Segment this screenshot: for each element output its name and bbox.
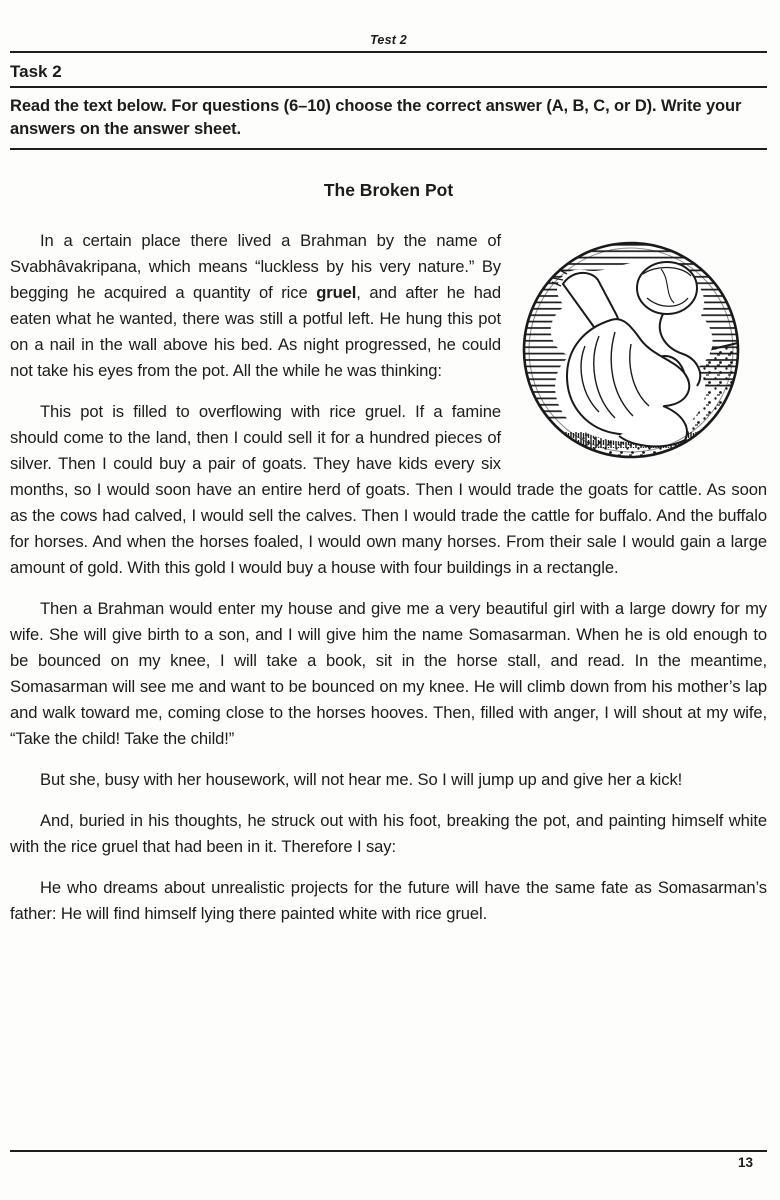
paragraph-1-bold-word: gruel [316, 283, 357, 302]
task-label: Task 2 [10, 62, 62, 81]
reading-passage [10, 228, 767, 927]
header-divider [10, 51, 767, 53]
page-number: 13 [737, 1155, 753, 1170]
task-instructions: Read the text below. For questions (6–10) choose the correct answer (A, B, C, or D). Write your answers on the answer sheet. [10, 97, 742, 138]
paragraph-3: Then a Brahman would enter my house and give me a very beautiful girl with a large dowry for my wife. She will give birth to a son, and I will give him the name Somasarman. When he is old enough to be bounced on my knee, I will take a book, sit in the horse stall, and read. In the meantime, Somasarman will see me and want to be bounced on my knee. He will climb down from his mother’s lap and walk toward me, coming close to the horses hooves. Then, filled with anger, I will shout at my wife, “Take the child! Take the child!” [10, 599, 767, 748]
paragraph-1-lead: In a certain place there lived a Brahman by the name of Svabhâvakripana, which means “luckless by his very nature.” By begging he acquired a quantity of rice [10, 231, 501, 302]
broken-pot-woodcut-svg [515, 236, 767, 468]
paragraph-2: This pot is filled to overflowing with rice gruel. If a famine should come to the land, then I could sell it for a hundred pieces of silver. Then I could buy a pair of goats. They have kids every six months, so I would soon have an entire herd of goats. Then I would trade the goats for cattle. As soon as the cows had calved, I would sell the calves. Then I would trade the cattle for buffalo. And the buffalo for horses. And when the horses foaled, I would own many horses. From their sale I would gain a large amount of gold. With this gold I would buy a house with four buildings in a rectangle. [10, 402, 767, 577]
passage-title: The Broken Pot [323, 180, 454, 200]
task-divider-top [10, 86, 767, 88]
broken-pot-woodcut-illustration [515, 236, 767, 468]
task-divider-bottom [10, 148, 767, 150]
paragraph-4: But she, busy with her housework, will not hear me. So I will jump up and give her a kick! [40, 770, 683, 789]
running-head: Test 2 [370, 33, 407, 47]
page-footer [10, 1150, 767, 1170]
woodcut-scene [515, 236, 767, 468]
footer-divider [10, 1150, 767, 1152]
paragraph-5: And, buried in his thoughts, he struck out with his foot, breaking the pot, and painting himself white with the rice gruel that had been in it. Therefore I say: [10, 811, 767, 856]
paragraph-1-tail: , and after he had eaten what he wanted, there was still a potful left. He hung this pot on a nail in the wall above his bed. As night progressed, he could not take his eyes from the pot. All the while he was thinking: [10, 283, 501, 380]
paragraph-6: He who dreams about unrealistic projects for the future will have the same fate as Somasarman’s father: He will find himself lying there painted white with rice gruel. [10, 878, 767, 923]
